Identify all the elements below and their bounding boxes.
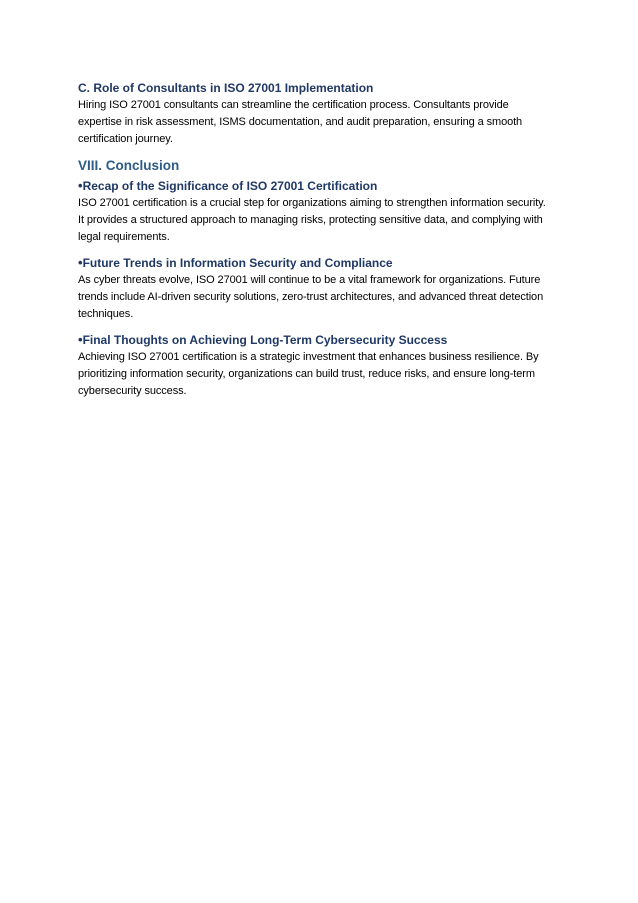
paragraph-line: Achieving ISO 27001 certification is a strategic investment that enhances business resilience. By xyxy=(78,351,539,363)
future-trends-section xyxy=(78,255,568,323)
paragraph-line: Hiring ISO 27001 consultants can streamline the certification process. Consultants provide xyxy=(78,99,509,111)
paragraph-line: As cyber threats evolve, ISO 27001 will continue to be a vital framework for organizations. Future xyxy=(78,274,541,286)
future-trends-heading xyxy=(78,255,568,271)
role-of-consultants-section xyxy=(78,80,568,148)
role-of-consultants-heading: C. Role of Consultants in ISO 27001 Implementation xyxy=(78,81,374,95)
recap-heading xyxy=(78,178,568,194)
recap-section xyxy=(78,178,568,246)
bullet-icon: • xyxy=(78,255,83,270)
paragraph-line: trends include AI-driven security solutions, zero-trust architectures, and advanced threat detection xyxy=(78,291,544,303)
final-thoughts-heading-text: Final Thoughts on Achieving Long-Term Cybersecurity Success xyxy=(82,333,448,347)
final-thoughts-heading xyxy=(78,332,568,348)
future-trends-heading-text: Future Trends in Information Security and Compliance xyxy=(82,256,393,270)
paragraph-line: techniques. xyxy=(78,308,134,320)
paragraph-line: legal requirements. xyxy=(78,231,170,243)
paragraph-line: It provides a structured approach to managing risks, protecting sensitive data, and complying with xyxy=(78,214,543,226)
paragraph-line: certification journey. xyxy=(78,133,173,145)
paragraph-line: prioritizing information security, organizations can build trust, reduce risks, and ensure long-term xyxy=(78,368,535,380)
final-thoughts-paragraph xyxy=(78,349,568,400)
paragraph-line: ISO 27001 certification is a crucial step for organizations aiming to strengthen information security. xyxy=(78,197,546,209)
bullet-icon: • xyxy=(78,332,83,347)
bullet-icon: • xyxy=(78,178,83,193)
paragraph-line: cybersecurity success. xyxy=(78,385,187,397)
future-trends-paragraph xyxy=(78,272,568,323)
final-thoughts-section xyxy=(78,332,568,400)
document-page xyxy=(78,80,568,409)
paragraph-line: expertise in risk assessment, ISMS documentation, and audit preparation, ensuring a smooth xyxy=(78,116,523,128)
recap-heading-text: Recap of the Significance of ISO 27001 Certification xyxy=(82,179,378,193)
role-of-consultants-paragraph xyxy=(78,97,568,148)
conclusion-heading: VIII. Conclusion xyxy=(78,158,180,173)
recap-paragraph xyxy=(78,195,568,246)
